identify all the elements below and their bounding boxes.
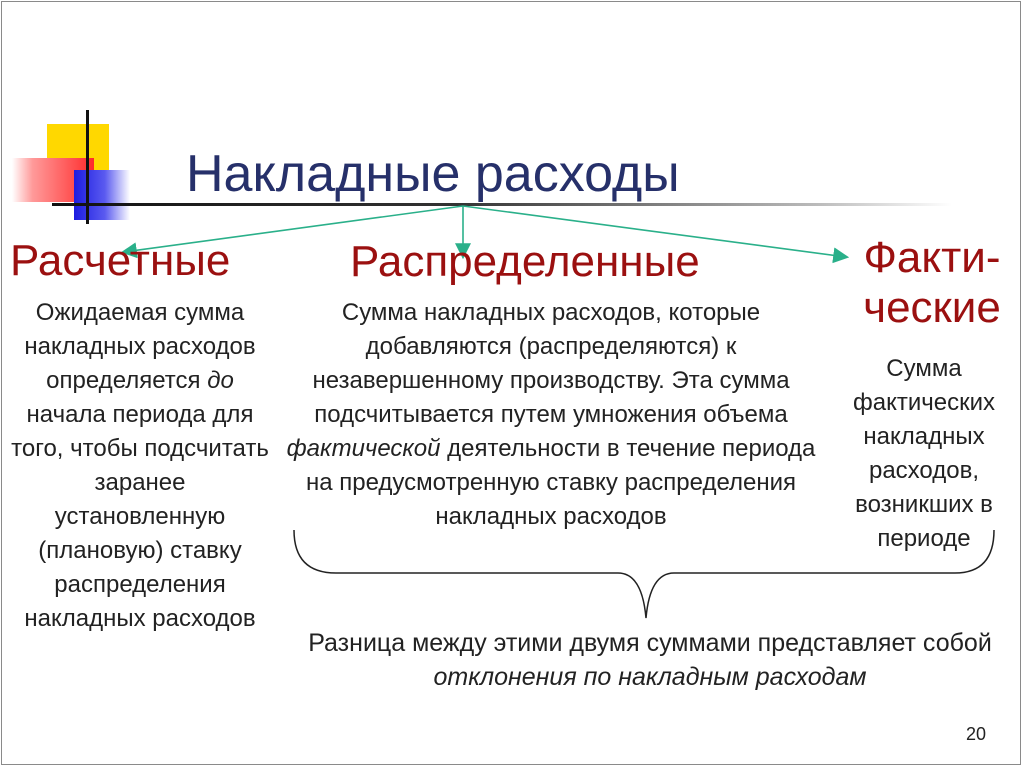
heading-calculated: Расчетные xyxy=(10,236,231,285)
heading-actual-line2: ческие xyxy=(863,283,1001,332)
calculated-description xyxy=(6,296,274,636)
slide-title: Накладные расходы xyxy=(186,145,680,203)
calculated-text-emphasis: до xyxy=(207,367,234,394)
allocated-text-part2: деятельности в течение периода на предусмотренную ставку распределения накладных расходов xyxy=(305,435,816,530)
heading-allocated: Распределенные xyxy=(350,237,700,286)
heading-actual xyxy=(846,233,1018,333)
allocated-text-emphasis: фактической xyxy=(286,435,441,462)
allocated-text-part1: Сумма накладных расходов, которые добавляются (распределяются) к незавершенному производству. Эта сумма подсчитывается путем умножения объема xyxy=(312,299,790,428)
allocated-description xyxy=(278,296,824,534)
actual-description: Сумма фактических накладных расходов, возникших в периоде xyxy=(852,355,996,552)
variance-text-emphasis: отклонения по накладным расходам xyxy=(433,663,867,691)
calculated-text-part2: начала периода для того, чтобы подсчитать заранее установленную (плановую) ставку распределения накладных расходов xyxy=(11,401,269,632)
variance-note xyxy=(300,626,1000,694)
variance-text-part1: Разница между этими двумя суммами представляет собой xyxy=(308,629,992,657)
calculated-text-part1: Ожидаемая сумма накладных расходов определяется xyxy=(24,299,256,394)
heading-actual-line1: Факти- xyxy=(863,233,1001,282)
page-number: 20 xyxy=(966,724,987,744)
